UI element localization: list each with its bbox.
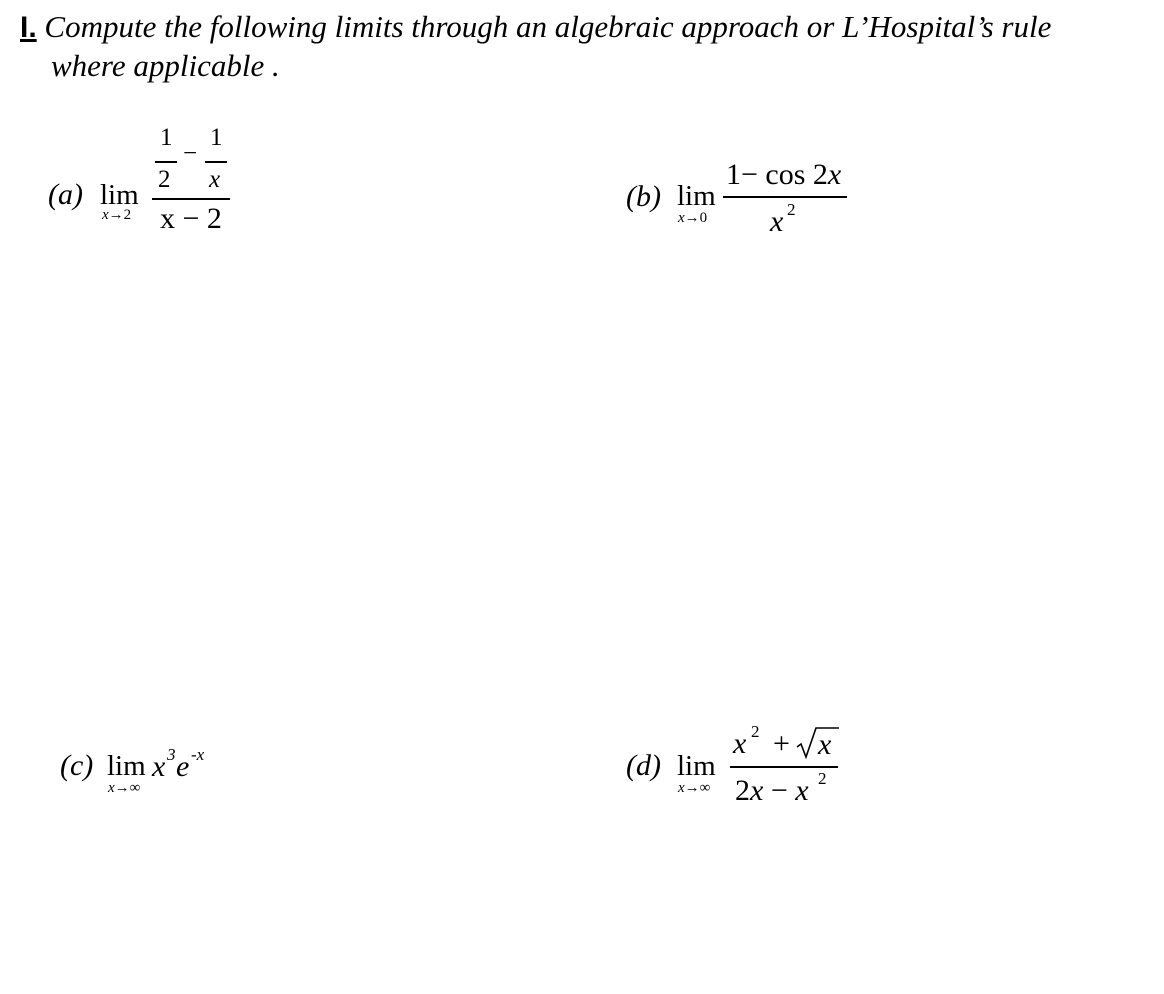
problem-c-base-x: x [152,750,166,783]
instructions-header [20,8,1140,85]
problem-a-fraction-bar [152,198,230,200]
problem-d-sqrt-radicand: x [818,728,832,761]
problem-b-limit-subscript: x→0 [678,210,708,226]
problem-c-exponent-neg-x: -x [191,745,205,764]
problem-a-label: (a) [48,178,83,211]
problem-c-label: (c) [60,749,94,782]
problem-c-lim: lim [107,750,146,782]
problem-a-inner-num-right: 1 [210,124,223,151]
problem-d-num-base: x [733,727,747,760]
problem-c-exponent-3: 3 [167,745,176,764]
problem-a-inner-den-right: x [209,166,221,193]
problem-d-num-exponent: 2 [751,722,760,741]
instructions-line-1 [20,8,1140,47]
problem-a-inner-den-left: 2 [158,166,171,193]
problem-d-denominator: 2x − x [735,774,809,807]
problem-a-inner-num-left: 1 [160,124,173,151]
problem-c-limit-subscript: x→∞ [108,780,141,796]
instructions-text-1: Compute the following limits through an algebraic approach or L’Hospital’s rule [44,9,1052,44]
problem-d-den-exponent: 2 [818,769,827,788]
problem-b-fraction-bar [723,196,847,198]
problem-a-limit-subscript: x→2 [102,207,132,223]
problem-a-inner-bar-right [205,161,227,163]
problem-a-inner-bar-left [155,161,177,163]
problem-c-base-e: e [176,750,190,783]
problem-b-lim: lim [677,180,716,212]
problem-a-lim: lim [100,179,139,211]
instructions-line-2 [20,47,1140,85]
problem-d-lim: lim [677,750,716,782]
problem-d-num-plus: + [773,727,790,760]
problem-a-denominator: x − 2 [160,202,222,235]
problem-d-label: (d) [626,749,661,782]
problem-a-inner-minus: − [183,140,198,167]
problem-b-denominator-exponent: 2 [787,200,796,219]
instructions-text-2: where applicable . [51,48,280,83]
problem-b-denominator-base: x [770,205,784,238]
problem-b-label: (b) [626,180,661,213]
problem-b-numerator: 1− cos 2x [726,158,842,191]
problem-d-fraction-bar [730,766,838,768]
section-number: I. [20,11,37,44]
problem-d-limit-subscript: x→∞ [678,780,711,796]
